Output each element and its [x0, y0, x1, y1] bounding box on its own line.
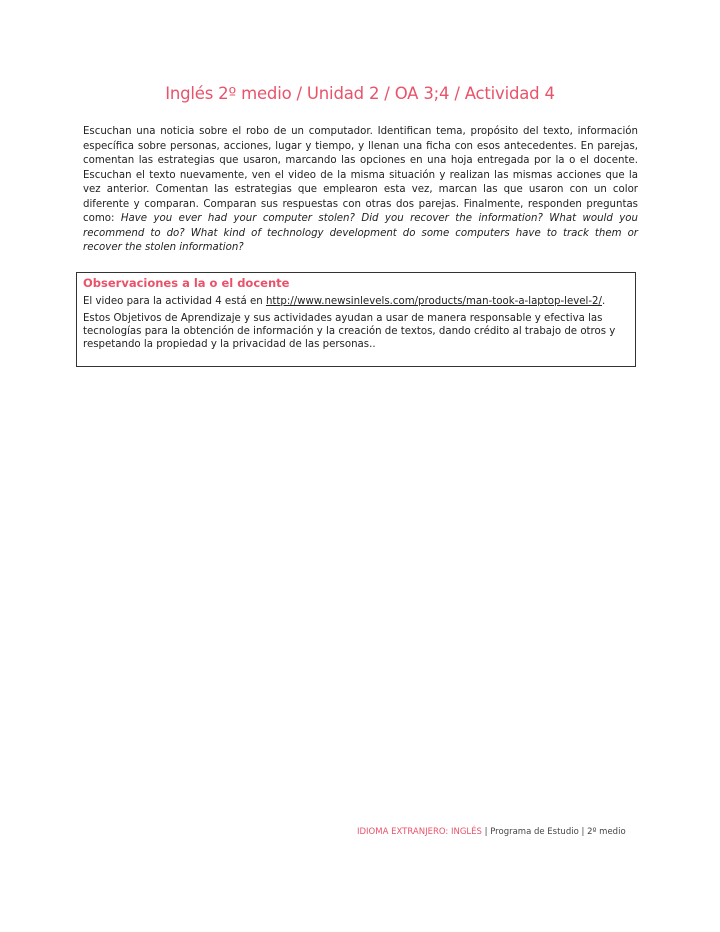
- page-title: Inglés 2º medio / Unidad 2 / OA 3;4 / Actividad 4: [165, 84, 555, 103]
- teacher-observations-box: [76, 272, 636, 367]
- footer-program: Programa de Estudio: [490, 827, 579, 837]
- footer-separator: |: [481, 827, 491, 837]
- activity-text: Escuchan una noticia sobre el robo de un computador. Identifican tema, propósito del texto, información específica sobre personas, acciones, lugar y tiempo, y llenan una ficha con esos antecedentes. En parejas, comentan las estrategias que usaron, marcando las opciones en una hoja entregada por la o el docente. Escuchan el texto nuevamente, ven el video de la misma situación y realizan las mismas acciones que la vez anterior. Comentan las estrategias que emplearon esta vez, marcan las que usaron con un color diferente y comparan. Comparan sus respuestas con otras dos parejas. Finalmente, responden preguntas como:: [83, 126, 638, 224]
- footer-grade: 2º medio: [587, 827, 626, 837]
- footer-separator: |: [578, 827, 588, 837]
- video-link[interactable]: http://www.newsinlevels.com/products/man-took-a-laptop-level-2/: [265, 296, 602, 307]
- video-note-suffix: .: [601, 296, 606, 307]
- activity-questions: Have you ever had your computer stolen? Did you recover the information? What would you recommend to do? What kind of technology development do some computers have to track them or recover the stolen information?: [83, 213, 638, 253]
- video-note: [83, 295, 629, 308]
- learning-objectives-note: Estos Objetivos de Aprendizaje y sus actividades ayudan a usar de manera responsable y efectiva las tecnologías para la obtención de información y la creación de textos, dando crédito al trabajo de otros y respetando la propiedad y la privacidad de las personas..: [83, 313, 616, 350]
- page-footer: [357, 827, 626, 837]
- footer-subject: IDIOMA EXTRANJERO: INGLÉS: [357, 827, 482, 837]
- video-note-prefix: El video para la actividad 4 está en: [83, 296, 266, 307]
- activity-description: [83, 125, 638, 256]
- observations-heading: Observaciones a la o el docente: [83, 276, 290, 290]
